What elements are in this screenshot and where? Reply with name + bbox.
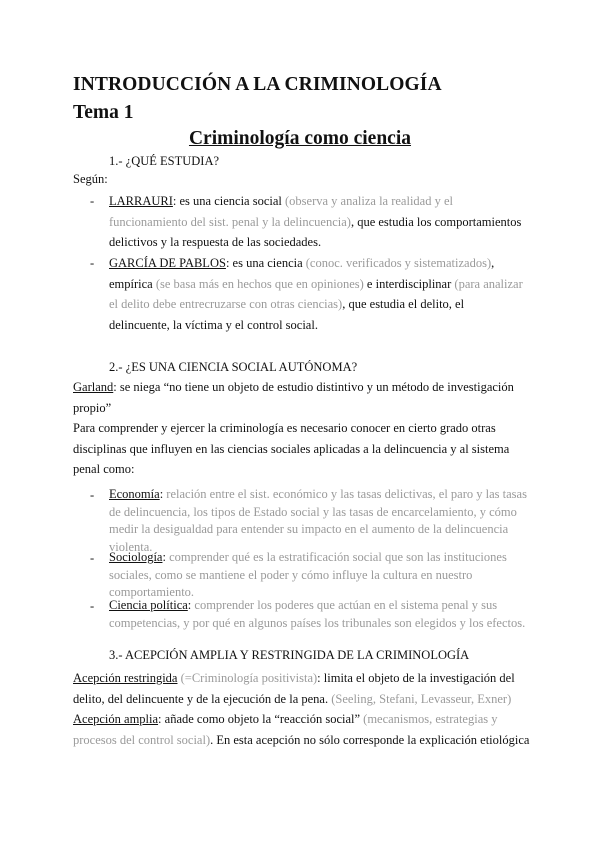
author-name: Garland [73, 380, 114, 394]
acepcion-restringida: Acepción restringida (=Criminología positivista): limita el objeto de la investigación del delito, del delincuente y de la ejecución de la pena. (Seeling, Stefani, Levasseur, Exner) [73, 671, 515, 706]
section-heading-3: 3.- ACEPCIÓN AMPLIA Y RESTRINGIDA DE LA CRIMINOLOGÍA [109, 648, 470, 662]
term-label: Acepción amplia [73, 712, 159, 726]
topic-number: Tema 1 [73, 102, 134, 123]
bullet-dash: - [90, 194, 95, 208]
section1-intro: Según: [73, 172, 108, 186]
discipline-label: Sociología [109, 550, 163, 564]
author-name: GARCÍA DE PABLOS [109, 256, 226, 270]
list-item-larrauri: LARRAURI: es una ciencia social (observa y analiza la realidad y el funcionamiento del sist. penal y la delincuencia), que estudia los comportamientos delictivos y la respuesta de las sociedades. [109, 194, 522, 249]
bullet-dash: - [90, 599, 95, 613]
discipline-label: Ciencia política [109, 598, 188, 612]
list-item-economia: Economía: relación entre el sist. económico y las tasas delictivas, el paro y las tasas de delincuencia, los tipos de Estado social y las tasas de encarcelamiento, y cómo medir la desigualdad para entender su impacto en el aumento de la delincuencia violenta. [109, 487, 527, 554]
bullet-dash: - [90, 551, 95, 565]
acepcion-amplia: Acepción amplia: añade como objeto la “reacción social” (mecanismos, estrategias y procesos del control social). En esta acepción no sólo corresponde la explicación etiológica [73, 712, 530, 747]
garland-quote: Garland: se niega “no tiene un objeto de estudio distintivo y un método de investigación propio” [73, 380, 514, 415]
bullet-dash: - [90, 256, 95, 270]
author-name: LARRAURI [109, 194, 173, 208]
topic-subtitle: Criminología como ciencia [188, 128, 412, 149]
section-heading-2: 2.- ¿ES UNA CIENCIA SOCIAL AUTÓNOMA? [109, 360, 358, 374]
section-heading-1: 1.- ¿QUÉ ESTUDIA? [109, 154, 220, 168]
discipline-label: Economía [109, 487, 160, 501]
list-item-garcia-de-pablos: GARCÍA DE PABLOS: es una ciencia (conoc. verificados y sistematizados), empírica (se basa más en hechos que en opiniones) e interdisciplinar (para analizar el delito debe entrecruzarse con otras ciencias), que estudia el delito, el delincuente, la víctima y el control social. [109, 256, 523, 332]
list-item-ciencia-politica: Ciencia política: comprender los poderes que actúan en el sistema penal y sus competencias, y por qué en algunos países los tribunales son elegidos y los efectos. [109, 598, 526, 630]
term-label: Acepción restringida [73, 671, 178, 685]
bullet-dash: - [90, 488, 95, 502]
document-title: INTRODUCCIÓN A LA CRIMINOLOGÍA [73, 74, 442, 95]
list-item-sociologia: Sociología: comprender qué es la estratificación social que son las instituciones sociales, como se mantiene el poder y cómo influye la cultura en nuestro comportamiento. [109, 550, 507, 599]
section2-paragraph: Para comprender y ejercer la criminología es necesario conocer en cierto grado otras disciplinas que influyen en las ciencias sociales aplicadas a la delincuencia y al sistema penal como: [73, 421, 510, 476]
